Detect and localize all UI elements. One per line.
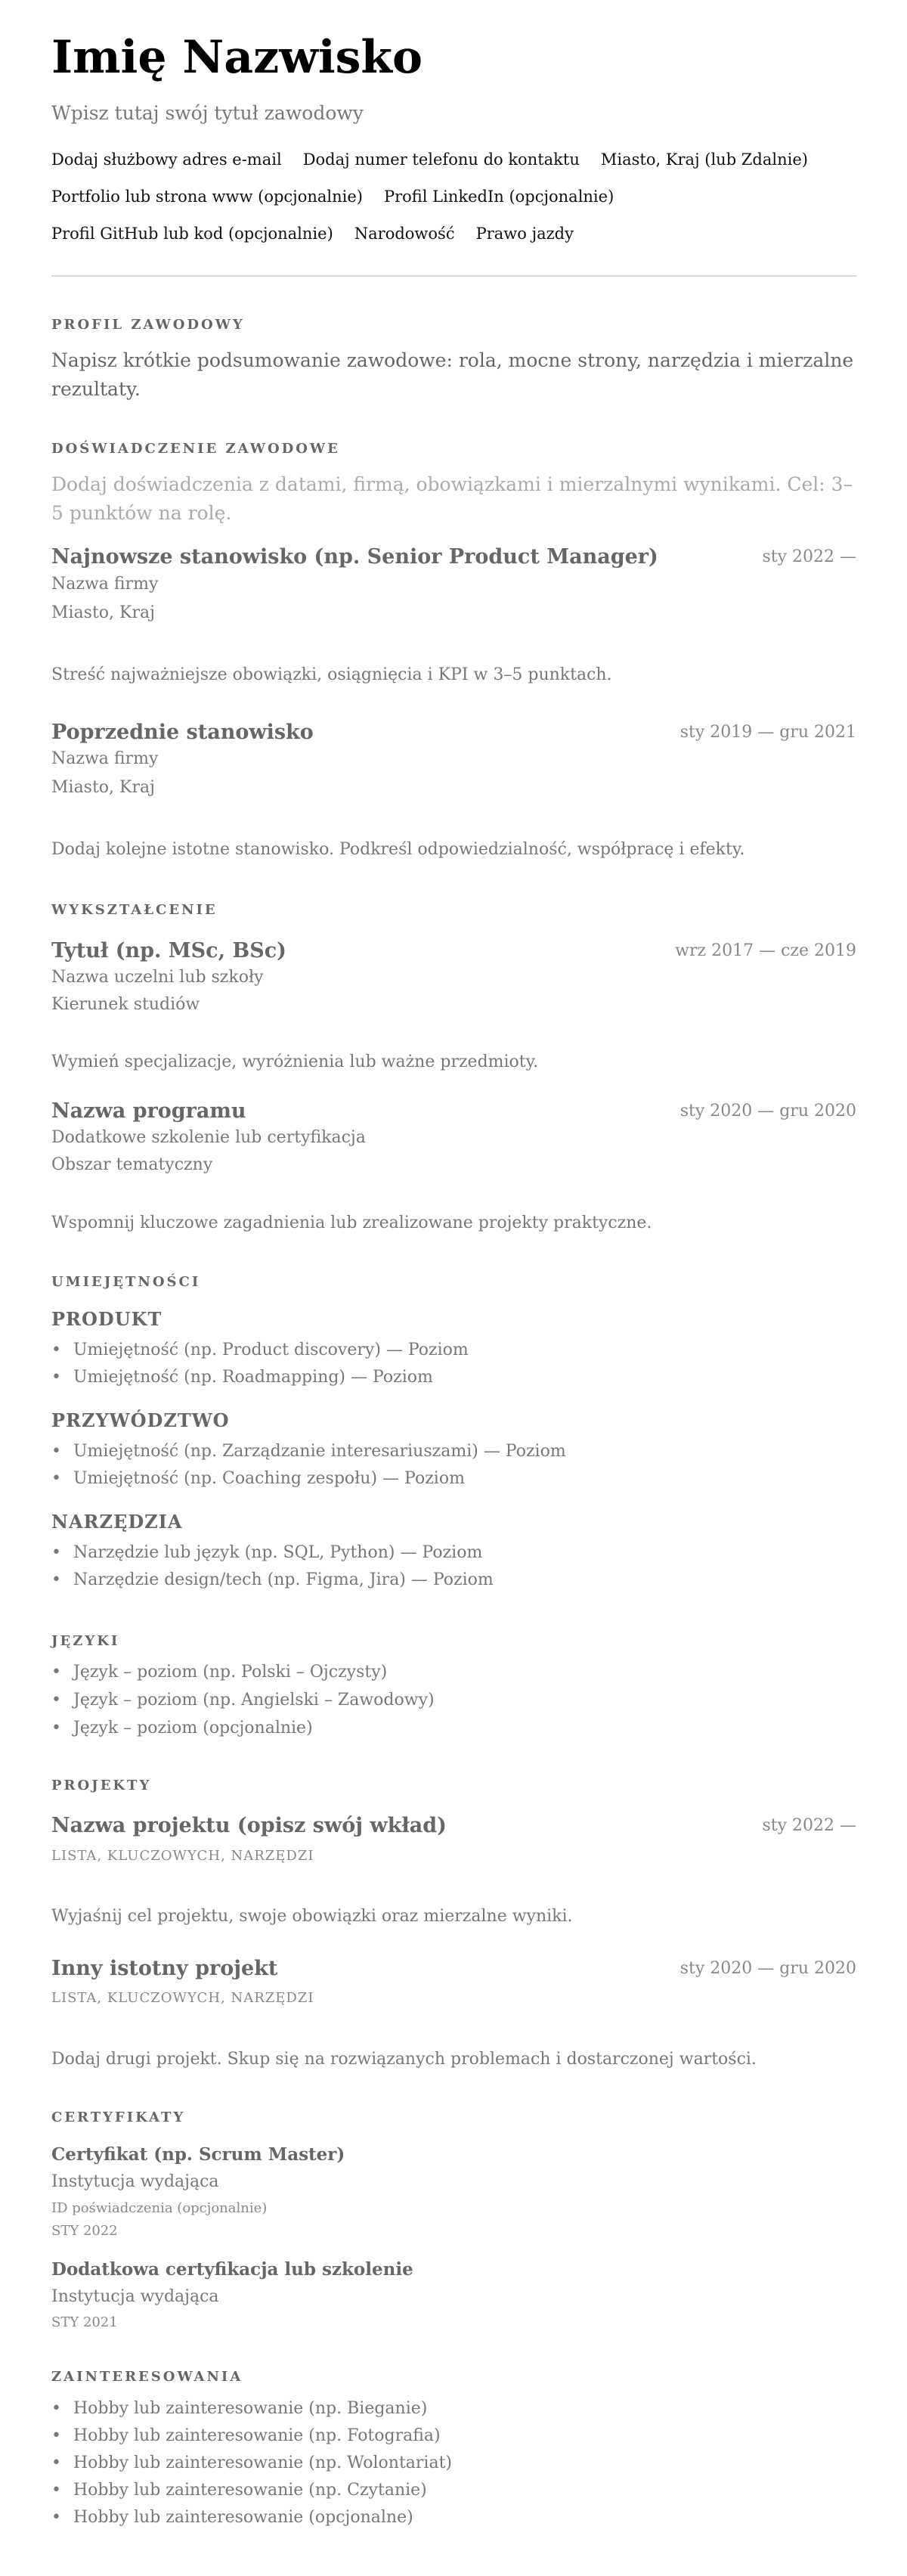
- contact-nationality: Narodowość: [354, 225, 455, 243]
- certification-title: Dodatkowa certyfikacja lub szkolenie: [51, 2259, 413, 2280]
- certification-date: STY 2021: [51, 2314, 118, 2330]
- skill-group-title: NARZĘDZIA: [51, 1511, 183, 1533]
- school-name: Nazwa uczelni lub szkoły: [51, 968, 264, 987]
- skill-item: • Umiejętność (np. Roadmapping) — Poziom: [73, 1368, 433, 1387]
- education-dates: wrz 2017 — cze 2019: [675, 941, 856, 960]
- section-heading-profile: PROFIL ZAWODOWY: [51, 317, 245, 333]
- profile-summary: Napisz krótkie podsumowanie zawodowe: rola, mocne strony, narzędzia i mierzalne rezultaty.: [51, 349, 854, 400]
- section-heading-projects: PROJEKTY: [51, 1778, 152, 1793]
- section-heading-languages: JĘZYKI: [51, 1633, 120, 1649]
- language-item: • Język – poziom (np. Angielski – Zawodowy): [73, 1691, 435, 1710]
- job-description: Streść najważniejsze obowiązki, osiągnięcia i KPI w 3–5 punktach.: [51, 665, 612, 684]
- project-title: Nazwa projektu (opisz swój wkład): [51, 1814, 447, 1837]
- section-heading-interests: ZAINTERESOWANIA: [51, 2369, 243, 2385]
- contact-row-2: [51, 188, 635, 206]
- interest-item: • Hobby lub zainteresowanie (np. Fotografia): [73, 2426, 441, 2445]
- job-description: Dodaj kolejne istotne stanowisko. Podkreśl odpowiedzialność, współpracę i efekty.: [51, 840, 745, 859]
- job-company: Nazwa firmy: [51, 749, 159, 768]
- candidate-name: Imię Nazwisko: [51, 31, 423, 84]
- contact-linkedin: Profil LinkedIn (opcjonalnie): [383, 188, 614, 206]
- education-dates: sty 2020 — gru 2020: [679, 1102, 856, 1121]
- field-of-study: Obszar tematyczny: [51, 1155, 213, 1174]
- contact-portfolio: Portfolio lub strona www (opcjonalnie): [51, 188, 363, 206]
- certification-credential: ID poświadczenia (opcjonalnie): [51, 2200, 268, 2216]
- project-tags: LISTA, KLUCZOWYCH, NARZĘDZI: [51, 1990, 314, 2006]
- certification-title: Certyfikat (np. Scrum Master): [51, 2144, 345, 2165]
- interest-item: • Hobby lub zainteresowanie (np. Wolontariat): [73, 2454, 452, 2472]
- project-tags: LISTA, KLUCZOWYCH, NARZĘDZI: [51, 1848, 314, 1864]
- section-heading-certifications: CERTYFIKATY: [51, 2109, 186, 2125]
- header-divider: [51, 275, 856, 277]
- project-title: Inny istotny projekt: [51, 1957, 278, 1980]
- certification-date: STY 2022: [51, 2223, 118, 2239]
- job-title: Najnowsze stanowisko (np. Senior Product Manager): [51, 545, 658, 569]
- job-dates: sty 2022 —: [762, 547, 856, 566]
- project-description: Dodaj drugi projekt. Skup się na rozwiązanych problemach i dostarczonej wartości.: [51, 2050, 757, 2069]
- project-dates: sty 2020 — gru 2020: [679, 1959, 856, 1978]
- education-description: Wspomnij kluczowe zagadnienia lub zrealizowane projekty praktyczne.: [51, 1214, 652, 1232]
- language-item: • Język – poziom (np. Polski – Ojczysty): [73, 1663, 387, 1682]
- interest-item: • Hobby lub zainteresowanie (np. Czytanie): [73, 2481, 427, 2500]
- school-name: Dodatkowe szkolenie lub certyfikacja: [51, 1128, 366, 1147]
- professional-title: Wpisz tutaj swój tytuł zawodowy: [51, 102, 364, 124]
- job-dates: sty 2019 — gru 2021: [679, 723, 856, 742]
- degree-title: Nazwa programu: [51, 1099, 246, 1123]
- skill-group-title: PRODUKT: [51, 1308, 163, 1330]
- job-company: Nazwa firmy: [51, 575, 159, 594]
- skill-item: • Umiejętność (np. Product discovery) — Poziom: [73, 1341, 469, 1359]
- section-heading-experience: DOŚWIADCZENIE ZAWODOWE: [51, 441, 340, 457]
- experience-hint: Dodaj doświadczenia z datami, firmą, obowiązkami i mierzalnymi wynikami. Cel: 3–5 punktów na rolę.: [51, 473, 853, 524]
- education-description: Wymień specjalizacje, wyróżnienia lub ważne przedmioty.: [51, 1052, 539, 1071]
- skill-group-title: PRZYWÓDZTWO: [51, 1409, 230, 1431]
- skill-item: • Umiejętność (np. Zarządzanie interesariuszami) — Poziom: [73, 1442, 566, 1461]
- contact-github: Profil GitHub lub kod (opcjonalnie): [51, 225, 333, 243]
- section-heading-education: WYKSZTAŁCENIE: [51, 902, 218, 918]
- certification-issuer: Instytucja wydająca: [51, 2287, 219, 2306]
- section-heading-skills: UMIEJĘTNOŚCI: [51, 1274, 201, 1290]
- interest-item: • Hobby lub zainteresowanie (np. Bieganie): [73, 2399, 427, 2418]
- certification-issuer: Instytucja wydająca: [51, 2172, 219, 2191]
- contact-row-1: [51, 150, 829, 169]
- skill-item: • Umiejętność (np. Coaching zespołu) — Poziom: [73, 1469, 465, 1488]
- job-title: Poprzednie stanowisko: [51, 721, 314, 744]
- contact-phone: Dodaj numer telefonu do kontaktu: [302, 150, 580, 169]
- contact-row-3: [51, 225, 595, 243]
- job-location: Miasto, Kraj: [51, 603, 155, 622]
- skill-item: • Narzędzie lub język (np. SQL, Python) — Poziom: [73, 1543, 482, 1562]
- project-dates: sty 2022 —: [762, 1816, 856, 1835]
- contact-driving-license: Prawo jazdy: [475, 225, 574, 243]
- language-item: • Język – poziom (opcjonalnie): [73, 1719, 313, 1737]
- contact-email: Dodaj służbowy adres e-mail: [51, 150, 282, 169]
- degree-title: Tytuł (np. MSc, BSc): [51, 939, 286, 963]
- project-description: Wyjaśnij cel projektu, swoje obowiązki oraz mierzalne wyniki.: [51, 1907, 573, 1926]
- job-location: Miasto, Kraj: [51, 778, 155, 797]
- interest-item: • Hobby lub zainteresowanie (opcjonalne): [73, 2508, 413, 2527]
- contact-location: Miasto, Kraj (lub Zdalnie): [600, 150, 808, 169]
- skill-item: • Narzędzie design/tech (np. Figma, Jira) — Poziom: [73, 1570, 494, 1589]
- field-of-study: Kierunek studiów: [51, 995, 200, 1014]
